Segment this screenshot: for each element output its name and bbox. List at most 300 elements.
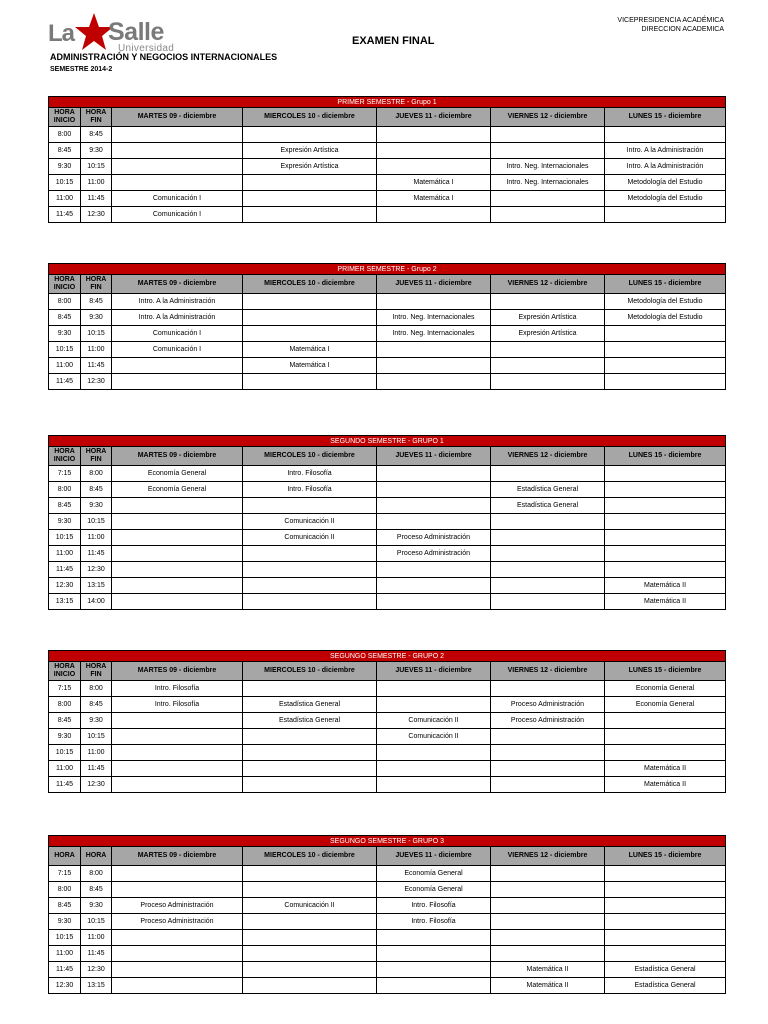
column-header-start-time: HORA INICIO <box>49 108 81 127</box>
end-time-cell: 13:15 <box>81 978 112 994</box>
column-header-day: MARTES 09 - diciembre <box>112 447 243 466</box>
end-time-cell: 9:30 <box>81 713 112 729</box>
exam-cell <box>112 978 243 994</box>
program-name: ADMINISTRACIÓN Y NEGOCIOS INTERNACIONALES <box>50 52 278 62</box>
exam-cell <box>112 594 243 610</box>
exam-cell: Matemática II <box>605 594 726 610</box>
column-header-day: VIERNES 12 - diciembre <box>491 447 605 466</box>
end-time-cell: 9:30 <box>81 498 112 514</box>
column-header-day: LUNES 15 - diciembre <box>605 108 726 127</box>
exam-cell <box>243 946 377 962</box>
exam-cell: Matemática II <box>605 777 726 793</box>
exam-cell <box>377 358 491 374</box>
table-row <box>49 978 726 994</box>
exam-cell <box>491 514 605 530</box>
exam-cell: Comunicación II <box>243 898 377 914</box>
exam-cell: Proceso Administración <box>112 898 243 914</box>
exam-cell <box>377 777 491 793</box>
end-time-cell: 9:30 <box>81 143 112 159</box>
exam-cell <box>605 866 726 882</box>
start-time-cell: 9:30 <box>49 729 81 745</box>
exam-cell <box>491 562 605 578</box>
exam-cell: Economía General <box>112 466 243 482</box>
exam-cell <box>377 745 491 761</box>
exam-cell <box>491 127 605 143</box>
end-time-cell: 8:00 <box>81 681 112 697</box>
exam-cell: Metodología del Estudio <box>605 294 726 310</box>
exam-cell <box>605 745 726 761</box>
exam-cell <box>377 294 491 310</box>
end-time-cell: 11:45 <box>81 358 112 374</box>
end-time-cell: 11:45 <box>81 191 112 207</box>
column-header-day: VIERNES 12 - diciembre <box>491 108 605 127</box>
table-row <box>49 498 726 514</box>
table-row <box>49 713 726 729</box>
table-row <box>49 866 726 882</box>
end-time-cell: 11:45 <box>81 761 112 777</box>
exam-cell <box>491 745 605 761</box>
start-time-cell: 8:45 <box>49 310 81 326</box>
exam-cell <box>112 374 243 390</box>
exam-cell <box>112 498 243 514</box>
table-row <box>49 358 726 374</box>
exam-cell: Intro. Neg. Internacionales <box>491 175 605 191</box>
end-time-cell: 12:30 <box>81 207 112 223</box>
start-time-cell: 8:00 <box>49 697 81 713</box>
exam-cell: Metodología del Estudio <box>605 310 726 326</box>
exam-cell: Expresión Artística <box>491 310 605 326</box>
exam-cell <box>377 962 491 978</box>
exam-cell <box>491 930 605 946</box>
start-time-cell: 12:30 <box>49 578 81 594</box>
exam-cell <box>377 207 491 223</box>
column-header-end-time: HORA FIN <box>81 662 112 681</box>
org-header <box>617 16 724 34</box>
table-row <box>49 326 726 342</box>
start-time-cell: 12:30 <box>49 978 81 994</box>
table-row <box>49 127 726 143</box>
table-row <box>49 546 726 562</box>
start-time-cell: 8:45 <box>49 713 81 729</box>
table-row <box>49 594 726 610</box>
exam-cell: Matemática II <box>491 962 605 978</box>
exam-cell: Estadística General <box>243 713 377 729</box>
end-time-cell: 9:30 <box>81 310 112 326</box>
end-time-cell: 11:00 <box>81 930 112 946</box>
exam-cell <box>243 761 377 777</box>
table-title: SEGUNGO SEMESTRE - GRUPO 3 <box>49 836 726 847</box>
exam-cell <box>112 866 243 882</box>
exam-cell <box>377 978 491 994</box>
exam-cell <box>377 143 491 159</box>
logo-salle-text: Salle <box>108 18 164 46</box>
exam-cell: Intro. Filosofía <box>243 482 377 498</box>
exam-cell: Intro. Filosofía <box>377 914 491 930</box>
exam-cell: Intro. Filosofía <box>243 466 377 482</box>
start-time-cell: 11:00 <box>49 358 81 374</box>
exam-cell: Intro. A la Administración <box>112 310 243 326</box>
exam-cell: Economía General <box>605 681 726 697</box>
column-header-end-time: HORA <box>81 847 112 866</box>
exam-cell: Matemática II <box>605 578 726 594</box>
column-header-day: VIERNES 12 - diciembre <box>491 662 605 681</box>
exam-cell <box>377 127 491 143</box>
start-time-cell: 11:45 <box>49 562 81 578</box>
exam-cell <box>605 546 726 562</box>
start-time-cell: 11:45 <box>49 962 81 978</box>
exam-cell <box>605 207 726 223</box>
exam-cell: Intro. Neg. Internacionales <box>491 159 605 175</box>
exam-cell <box>112 127 243 143</box>
table-row <box>49 530 726 546</box>
exam-cell <box>377 697 491 713</box>
start-time-cell: 10:15 <box>49 530 81 546</box>
start-time-cell: 7:15 <box>49 681 81 697</box>
start-time-cell: 8:00 <box>49 294 81 310</box>
exam-cell <box>112 745 243 761</box>
exam-cell <box>491 729 605 745</box>
exam-cell <box>605 946 726 962</box>
exam-cell: Comunicación I <box>112 207 243 223</box>
exam-cell <box>112 761 243 777</box>
exam-cell <box>243 729 377 745</box>
exam-cell <box>491 191 605 207</box>
exam-cell <box>377 681 491 697</box>
exam-cell <box>491 530 605 546</box>
exam-cell <box>605 326 726 342</box>
table-row <box>49 914 726 930</box>
end-time-cell: 11:00 <box>81 342 112 358</box>
exam-cell <box>243 498 377 514</box>
logo-university-text: Universidad <box>118 43 175 54</box>
exam-cell: Proceso Administración <box>377 530 491 546</box>
table-title: SEGUNGO SEMESTRE - GRUPO 2 <box>49 651 726 662</box>
start-time-cell: 11:00 <box>49 546 81 562</box>
exam-cell <box>112 546 243 562</box>
exam-cell <box>605 562 726 578</box>
exam-cell <box>243 866 377 882</box>
exam-cell <box>243 745 377 761</box>
logo-la-text: La <box>48 20 75 47</box>
end-time-cell: 10:15 <box>81 914 112 930</box>
end-time-cell: 11:00 <box>81 175 112 191</box>
end-time-cell: 8:45 <box>81 294 112 310</box>
exam-cell: Proceso Administración <box>491 713 605 729</box>
exam-cell: Comunicación II <box>377 729 491 745</box>
table-row <box>49 898 726 914</box>
exam-cell <box>377 930 491 946</box>
column-header-end-time: HORA FIN <box>81 447 112 466</box>
end-time-cell: 13:15 <box>81 578 112 594</box>
start-time-cell: 10:15 <box>49 175 81 191</box>
exam-cell <box>605 482 726 498</box>
exam-cell <box>112 729 243 745</box>
exam-cell <box>605 882 726 898</box>
column-header-day: MIERCOLES 10 - diciembre <box>243 275 377 294</box>
exam-cell <box>491 294 605 310</box>
exam-cell: Proceso Administración <box>491 697 605 713</box>
exam-cell <box>243 777 377 793</box>
exam-cell <box>243 962 377 978</box>
exam-cell <box>112 930 243 946</box>
start-time-cell: 9:30 <box>49 514 81 530</box>
exam-cell: Expresión Artística <box>243 143 377 159</box>
exam-cell <box>243 191 377 207</box>
exam-cell <box>112 143 243 159</box>
end-time-cell: 8:00 <box>81 866 112 882</box>
semester-label: SEMESTRE 2014-2 <box>50 66 113 73</box>
exam-cell <box>377 578 491 594</box>
table-row <box>49 374 726 390</box>
exam-cell <box>377 466 491 482</box>
exam-cell <box>491 207 605 223</box>
exam-cell: Matemática II <box>605 761 726 777</box>
exam-cell <box>377 761 491 777</box>
table-row <box>49 562 726 578</box>
column-header-day: JUEVES 11 - diciembre <box>377 447 491 466</box>
table-row <box>49 930 726 946</box>
schedule-table <box>48 835 726 994</box>
start-time-cell: 9:30 <box>49 159 81 175</box>
exam-cell <box>491 777 605 793</box>
table-row <box>49 578 726 594</box>
exam-cell <box>605 358 726 374</box>
exam-cell <box>243 374 377 390</box>
exam-cell <box>243 294 377 310</box>
column-header-start-time: HORA INICIO <box>49 447 81 466</box>
exam-cell: Comunicación II <box>243 514 377 530</box>
end-time-cell: 8:00 <box>81 466 112 482</box>
exam-cell: Estadística General <box>605 962 726 978</box>
exam-cell <box>112 175 243 191</box>
org-line-2: DIRECCION ACADEMICA <box>641 26 724 33</box>
end-time-cell: 11:00 <box>81 530 112 546</box>
table-row <box>49 175 726 191</box>
column-header-day: JUEVES 11 - diciembre <box>377 108 491 127</box>
column-header-day: MIERCOLES 10 - diciembre <box>243 662 377 681</box>
column-header-day: MARTES 09 - diciembre <box>112 662 243 681</box>
exam-cell <box>377 594 491 610</box>
exam-cell <box>605 898 726 914</box>
end-time-cell: 9:30 <box>81 898 112 914</box>
end-time-cell: 12:30 <box>81 562 112 578</box>
exam-cell <box>491 898 605 914</box>
end-time-cell: 10:15 <box>81 326 112 342</box>
exam-cell <box>491 374 605 390</box>
exam-cell <box>243 978 377 994</box>
exam-cell <box>377 374 491 390</box>
exam-cell <box>491 143 605 159</box>
end-time-cell: 11:00 <box>81 745 112 761</box>
schedule-table <box>48 435 726 610</box>
table-row <box>49 191 726 207</box>
org-line-1: VICEPRESIDENCIA ACADÉMICA <box>617 17 724 24</box>
table-row <box>49 777 726 793</box>
column-header-day: VIERNES 12 - diciembre <box>491 847 605 866</box>
page-title: EXAMEN FINAL <box>352 35 435 47</box>
exam-cell <box>243 175 377 191</box>
column-header-start-time: HORA INICIO <box>49 275 81 294</box>
exam-cell: Matemática I <box>377 191 491 207</box>
table-row <box>49 761 726 777</box>
column-header-day: MARTES 09 - diciembre <box>112 275 243 294</box>
exam-cell <box>491 466 605 482</box>
exam-cell <box>605 342 726 358</box>
start-time-cell: 7:15 <box>49 866 81 882</box>
end-time-cell: 8:45 <box>81 482 112 498</box>
end-time-cell: 12:30 <box>81 777 112 793</box>
end-time-cell: 10:15 <box>81 514 112 530</box>
exam-cell <box>491 946 605 962</box>
start-time-cell: 11:45 <box>49 207 81 223</box>
exam-cell <box>605 466 726 482</box>
start-time-cell: 7:15 <box>49 466 81 482</box>
column-header-day: MARTES 09 - diciembre <box>112 847 243 866</box>
exam-cell <box>605 514 726 530</box>
start-time-cell: 9:30 <box>49 914 81 930</box>
exam-cell: Comunicación II <box>243 530 377 546</box>
exam-cell <box>243 681 377 697</box>
column-header-day: JUEVES 11 - diciembre <box>377 662 491 681</box>
exam-cell <box>112 777 243 793</box>
column-header-day: JUEVES 11 - diciembre <box>377 275 491 294</box>
end-time-cell: 14:00 <box>81 594 112 610</box>
exam-cell: Economía General <box>377 882 491 898</box>
start-time-cell: 10:15 <box>49 745 81 761</box>
column-header-day: VIERNES 12 - diciembre <box>491 275 605 294</box>
start-time-cell: 13:15 <box>49 594 81 610</box>
exam-cell <box>605 498 726 514</box>
exam-cell <box>243 546 377 562</box>
table-title: PRIMER SEMESTRE - Grupo 2 <box>49 264 726 275</box>
exam-cell: Economía General <box>377 866 491 882</box>
table-row <box>49 946 726 962</box>
exam-cell: Estadística General <box>491 498 605 514</box>
column-header-day: LUNES 15 - diciembre <box>605 847 726 866</box>
column-header-day: LUNES 15 - diciembre <box>605 447 726 466</box>
start-time-cell: 8:45 <box>49 143 81 159</box>
exam-cell: Metodología del Estudio <box>605 175 726 191</box>
exam-cell <box>491 342 605 358</box>
exam-cell <box>243 594 377 610</box>
exam-cell: Economía General <box>112 482 243 498</box>
exam-cell <box>112 159 243 175</box>
column-header-day: LUNES 15 - diciembre <box>605 662 726 681</box>
exam-cell <box>243 127 377 143</box>
start-time-cell: 11:00 <box>49 761 81 777</box>
table-row <box>49 882 726 898</box>
column-header-end-time: HORA FIN <box>81 108 112 127</box>
start-time-cell: 11:00 <box>49 191 81 207</box>
exam-cell <box>243 882 377 898</box>
start-time-cell: 9:30 <box>49 326 81 342</box>
exam-cell <box>243 207 377 223</box>
schedule-table <box>48 650 726 793</box>
start-time-cell: 8:00 <box>49 482 81 498</box>
exam-cell <box>377 482 491 498</box>
exam-cell <box>605 713 726 729</box>
column-header-start-time: HORA INICIO <box>49 662 81 681</box>
column-header-day: MIERCOLES 10 - diciembre <box>243 847 377 866</box>
end-time-cell: 11:45 <box>81 546 112 562</box>
table-row <box>49 962 726 978</box>
exam-cell: Proceso Administración <box>377 546 491 562</box>
table-row <box>49 482 726 498</box>
exam-cell <box>377 159 491 175</box>
exam-cell <box>243 310 377 326</box>
exam-cell <box>243 914 377 930</box>
exam-cell: Expresión Artística <box>243 159 377 175</box>
exam-cell: Intro. Neg. Internacionales <box>377 310 491 326</box>
exam-cell <box>605 374 726 390</box>
start-time-cell: 8:45 <box>49 898 81 914</box>
exam-cell <box>605 729 726 745</box>
exam-cell: Comunicación I <box>112 191 243 207</box>
end-time-cell: 10:15 <box>81 159 112 175</box>
exam-cell: Matemática I <box>243 358 377 374</box>
column-header-day: JUEVES 11 - diciembre <box>377 847 491 866</box>
exam-cell <box>491 914 605 930</box>
start-time-cell: 10:15 <box>49 930 81 946</box>
table-row <box>49 159 726 175</box>
table-row <box>49 310 726 326</box>
end-time-cell: 12:30 <box>81 962 112 978</box>
exam-cell <box>605 127 726 143</box>
start-time-cell: 10:15 <box>49 342 81 358</box>
exam-cell <box>377 562 491 578</box>
exam-cell <box>377 514 491 530</box>
exam-cell <box>491 866 605 882</box>
exam-cell: Intro. Filosofía <box>112 681 243 697</box>
table-title: PRIMER SEMESTRE - Grupo 1 <box>49 97 726 108</box>
table-row <box>49 207 726 223</box>
exam-cell <box>491 358 605 374</box>
end-time-cell: 12:30 <box>81 374 112 390</box>
exam-cell <box>491 578 605 594</box>
exam-cell: Intro. Filosofía <box>377 898 491 914</box>
exam-cell <box>491 546 605 562</box>
exam-cell <box>605 530 726 546</box>
exam-cell: Comunicación I <box>112 326 243 342</box>
column-header-day: LUNES 15 - diciembre <box>605 275 726 294</box>
exam-cell: Comunicación I <box>112 342 243 358</box>
exam-cell: Matemática II <box>491 978 605 994</box>
column-header-day: MIERCOLES 10 - diciembre <box>243 447 377 466</box>
exam-cell <box>112 882 243 898</box>
exam-cell <box>377 342 491 358</box>
column-header-start-time: HORA <box>49 847 81 866</box>
exam-cell <box>605 930 726 946</box>
exam-cell: Intro. Filosofía <box>112 697 243 713</box>
exam-cell: Intro. A la Administración <box>112 294 243 310</box>
exam-cell: Metodología del Estudio <box>605 191 726 207</box>
table-row <box>49 466 726 482</box>
exam-cell <box>112 962 243 978</box>
exam-cell <box>243 930 377 946</box>
exam-cell <box>491 761 605 777</box>
exam-cell <box>112 358 243 374</box>
exam-cell: Matemática I <box>243 342 377 358</box>
table-row <box>49 294 726 310</box>
exam-cell <box>377 946 491 962</box>
exam-cell: Economía General <box>605 697 726 713</box>
exam-cell: Matemática I <box>377 175 491 191</box>
column-header-end-time: HORA FIN <box>81 275 112 294</box>
start-time-cell: 8:00 <box>49 127 81 143</box>
table-title: SEGUNDO SEMESTRE - GRUPO 1 <box>49 436 726 447</box>
exam-cell <box>491 882 605 898</box>
end-time-cell: 11:45 <box>81 946 112 962</box>
